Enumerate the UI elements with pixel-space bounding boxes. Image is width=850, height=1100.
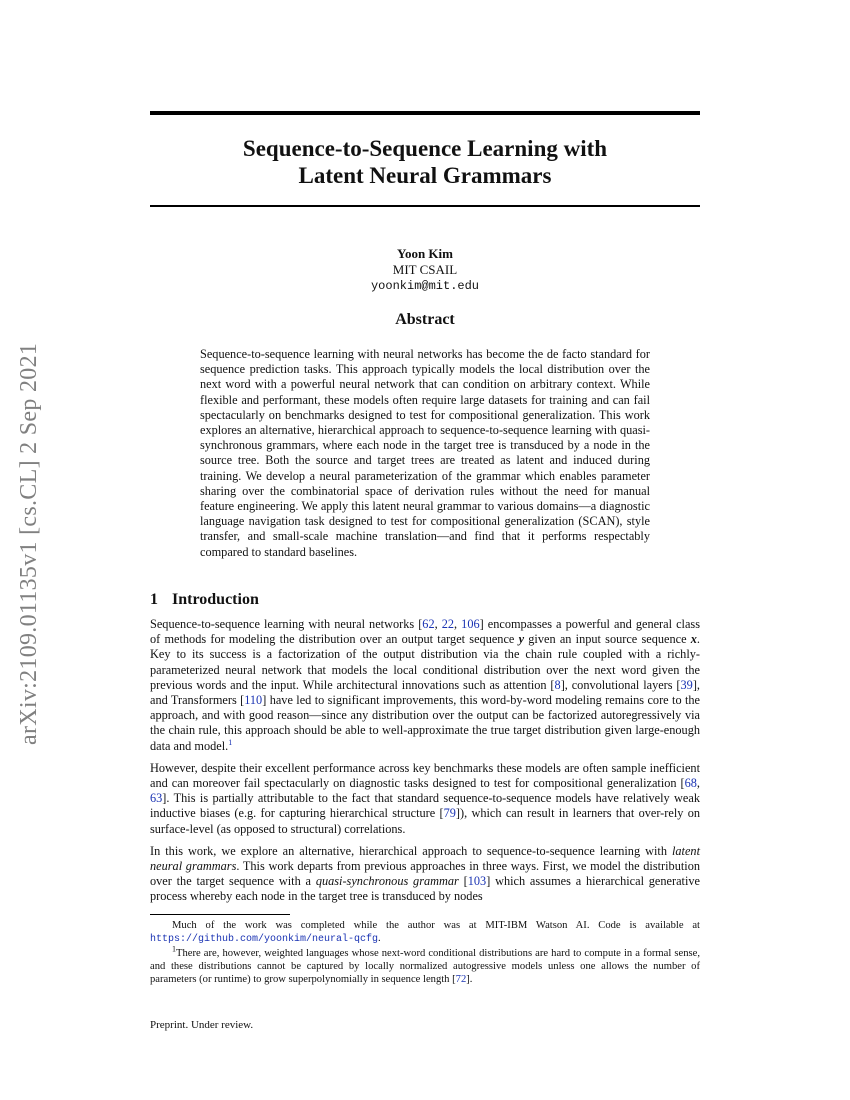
author-block bbox=[150, 246, 700, 294]
body-text bbox=[150, 617, 700, 912]
text: Much of the work was completed while the author was at MIT-IBM Watson AI. Code is available at bbox=[172, 920, 700, 931]
text: . This work departs from previous approaches in three ways. First, we model the distribution over the target sequence with a bbox=[150, 859, 700, 889]
arxiv-stamp: arXiv:2109.01135v1 [cs.CL] 2 Sep 2021 bbox=[16, 342, 42, 745]
author-affiliation: MIT CSAIL bbox=[392, 262, 458, 277]
title-line-1: Sequence-to-Sequence Learning with bbox=[242, 136, 608, 161]
title-bottom-rule bbox=[150, 205, 700, 207]
text: ]. This is partially attributable to the fact that standard sequence-to-sequence models have relatively weak inductive biases (e.g. for capturing hierarchical structure [ bbox=[150, 791, 700, 821]
text: ]), which can result in learners that over-rely on surface-level (as opposed to structural) correlations. bbox=[150, 806, 700, 836]
author-email[interactable]: yoonkim@mit.edu bbox=[370, 279, 480, 293]
text: [ bbox=[458, 874, 468, 889]
footnote-rule bbox=[150, 914, 290, 915]
text: ], convolutional layers [ bbox=[560, 677, 681, 692]
emphasis: quasi-synchronous grammar bbox=[315, 874, 459, 889]
citation-link[interactable]: 39 bbox=[680, 677, 693, 692]
code-url-link[interactable]: https://github.com/yoonkim/neural-qcfg bbox=[150, 934, 379, 945]
text: given an input source sequence bbox=[524, 632, 691, 647]
preprint-note: Preprint. Under review. bbox=[150, 1019, 254, 1031]
paragraph-3 bbox=[150, 844, 700, 905]
citation-link[interactable]: 62 bbox=[422, 617, 435, 631]
text: ] encompasses a powerful and general class of methods for modeling the distribution over an output target sequence bbox=[150, 617, 700, 647]
math-x: x bbox=[690, 632, 697, 647]
text: . bbox=[378, 933, 381, 944]
citation-link[interactable]: 79 bbox=[443, 806, 456, 821]
section-title: Introduction bbox=[172, 591, 259, 608]
citation-link[interactable]: 8 bbox=[554, 677, 561, 692]
title-top-rule bbox=[150, 111, 700, 115]
text: However, despite their excellent performance across key benchmarks these models are often sample inefficient and can moreover fail spectacularly on diagnostic tasks designed to test for compositional generalization [ bbox=[150, 760, 700, 791]
text: ] have led to significant improvements, this word-by-word modeling remains core to the approach, and with good reason—since any distribution over the output can be factorized autoregressively via the chain rule, this approach should be able to well-approximate the true target distribution given large-enough data and model. bbox=[150, 693, 700, 753]
section-heading-introduction bbox=[150, 591, 259, 609]
abstract-text: Sequence-to-sequence learning with neural networks has become the de facto standard for sequence prediction tasks. This approach typically models the local distribution over the next word with a powerful neural network that can condition on arbitrary context. While flexible and performant, these models often require large datasets for training and can fail spectacularly on benchmarks designed to test for compositional generalization. This work explores an alternative, hierarchical approach to sequence-to-sequence learning with quasi-synchronous grammars, where each node in the target tree is transduced by a node in the source tree. Both the source and target trees are treated as latent and induced during training. We develop a neural parameterization of the grammar which enables parameter sharing over the combinatorial space of derivation rules without the need for manual feature engineering. We apply this latent neural grammar to various domains—a diagnostic language navigation task designed to test for compositional generalization (SCAN), style transfer, and small-scale machine translation—and find that it performs respectably compared to standard baselines. bbox=[200, 347, 650, 559]
citation-link[interactable]: 110 bbox=[244, 693, 263, 708]
title-line-2: Latent Neural Grammars bbox=[298, 163, 552, 188]
citation-link[interactable]: 68 bbox=[684, 776, 697, 791]
citation-link[interactable]: 103 bbox=[467, 874, 487, 889]
emphasis: latent neural grammars bbox=[150, 843, 700, 874]
citation-link[interactable]: 63 bbox=[150, 791, 163, 806]
author-name: Yoon Kim bbox=[397, 246, 453, 261]
footnote-0 bbox=[150, 919, 700, 946]
text: ], and Transformers [ bbox=[150, 677, 700, 708]
text: There are, however, weighted languages whose next-word conditional distributions are hard to compute in a formal sense, and these distributions cannot be captured by locally normalized autogressive models unless one allows the number of parameters (or runtime) to grow superpolynomially in sequence length [ bbox=[150, 948, 700, 985]
footnote-number: 1 bbox=[172, 944, 176, 954]
paragraph-2: However, despite their excellent performance across key benchmarks these models are often sample inefficient and can moreover fail spectacularly on diagnostic tasks designed to test for compositional generalization [68, 63]. This is partially attributable to the fact that standard sequence-to-sequence models have relatively weak inductive biases (e.g. for capturing hierarchical structure [79]), which can result in learners that over-rely on surface-level (as opposed to structural) correlations. bbox=[150, 760, 700, 836]
text: In this work, we explore an alternative, hierarchical approach to sequence-to-sequence learning with bbox=[150, 843, 672, 858]
text: Sequence-to-sequence learning with neural networks [ bbox=[150, 617, 423, 631]
text: ]. bbox=[466, 974, 473, 985]
citation-link[interactable]: 22 bbox=[441, 617, 455, 631]
math-y: y bbox=[518, 632, 525, 647]
citation-link[interactable]: 106 bbox=[461, 617, 480, 631]
footnotes bbox=[150, 919, 700, 987]
paper-title bbox=[150, 135, 700, 189]
footnote-mark[interactable]: 1 bbox=[228, 737, 233, 747]
paragraph-1: Sequence-to-sequence learning with neural networks [62, 22, 106] encompasses a powerful and general class of methods for modeling the distribution over an output target sequence y given an input source sequence x. Key to its success is a factorization of the output distribution via the chain rule coupled with a richly-parameterized neural network that models the local conditional distribution over the next word given the previous words and the input. While architectural innovations such as attention [8], convolutional layers [39], and Transformers [110] have led to significant improvements, this word-by-word modeling remains core to the approach, and with good reason—since any distribution over the output can be factorized autoregressively via the chain rule, this approach should be able to well-approximate the true target distribution given large-enough data and model.$^1$ bbox=[150, 617, 700, 753]
abstract-heading: Abstract bbox=[395, 311, 455, 328]
citation-link[interactable]: 72 bbox=[455, 974, 467, 985]
text: . Key to its success is a factorization of the output distribution via the chain rule coupled with a richly-parameterized neural network that models the local conditional distribution over the next word given the previous words and the input. While architectural innovations such as attention [ bbox=[150, 632, 700, 692]
section-number: 1 bbox=[150, 591, 158, 608]
text: ] which assumes a hierarchical generative process whereby each node in the target tree is transduced by nodes bbox=[150, 874, 700, 904]
footnote-1 bbox=[150, 944, 700, 986]
